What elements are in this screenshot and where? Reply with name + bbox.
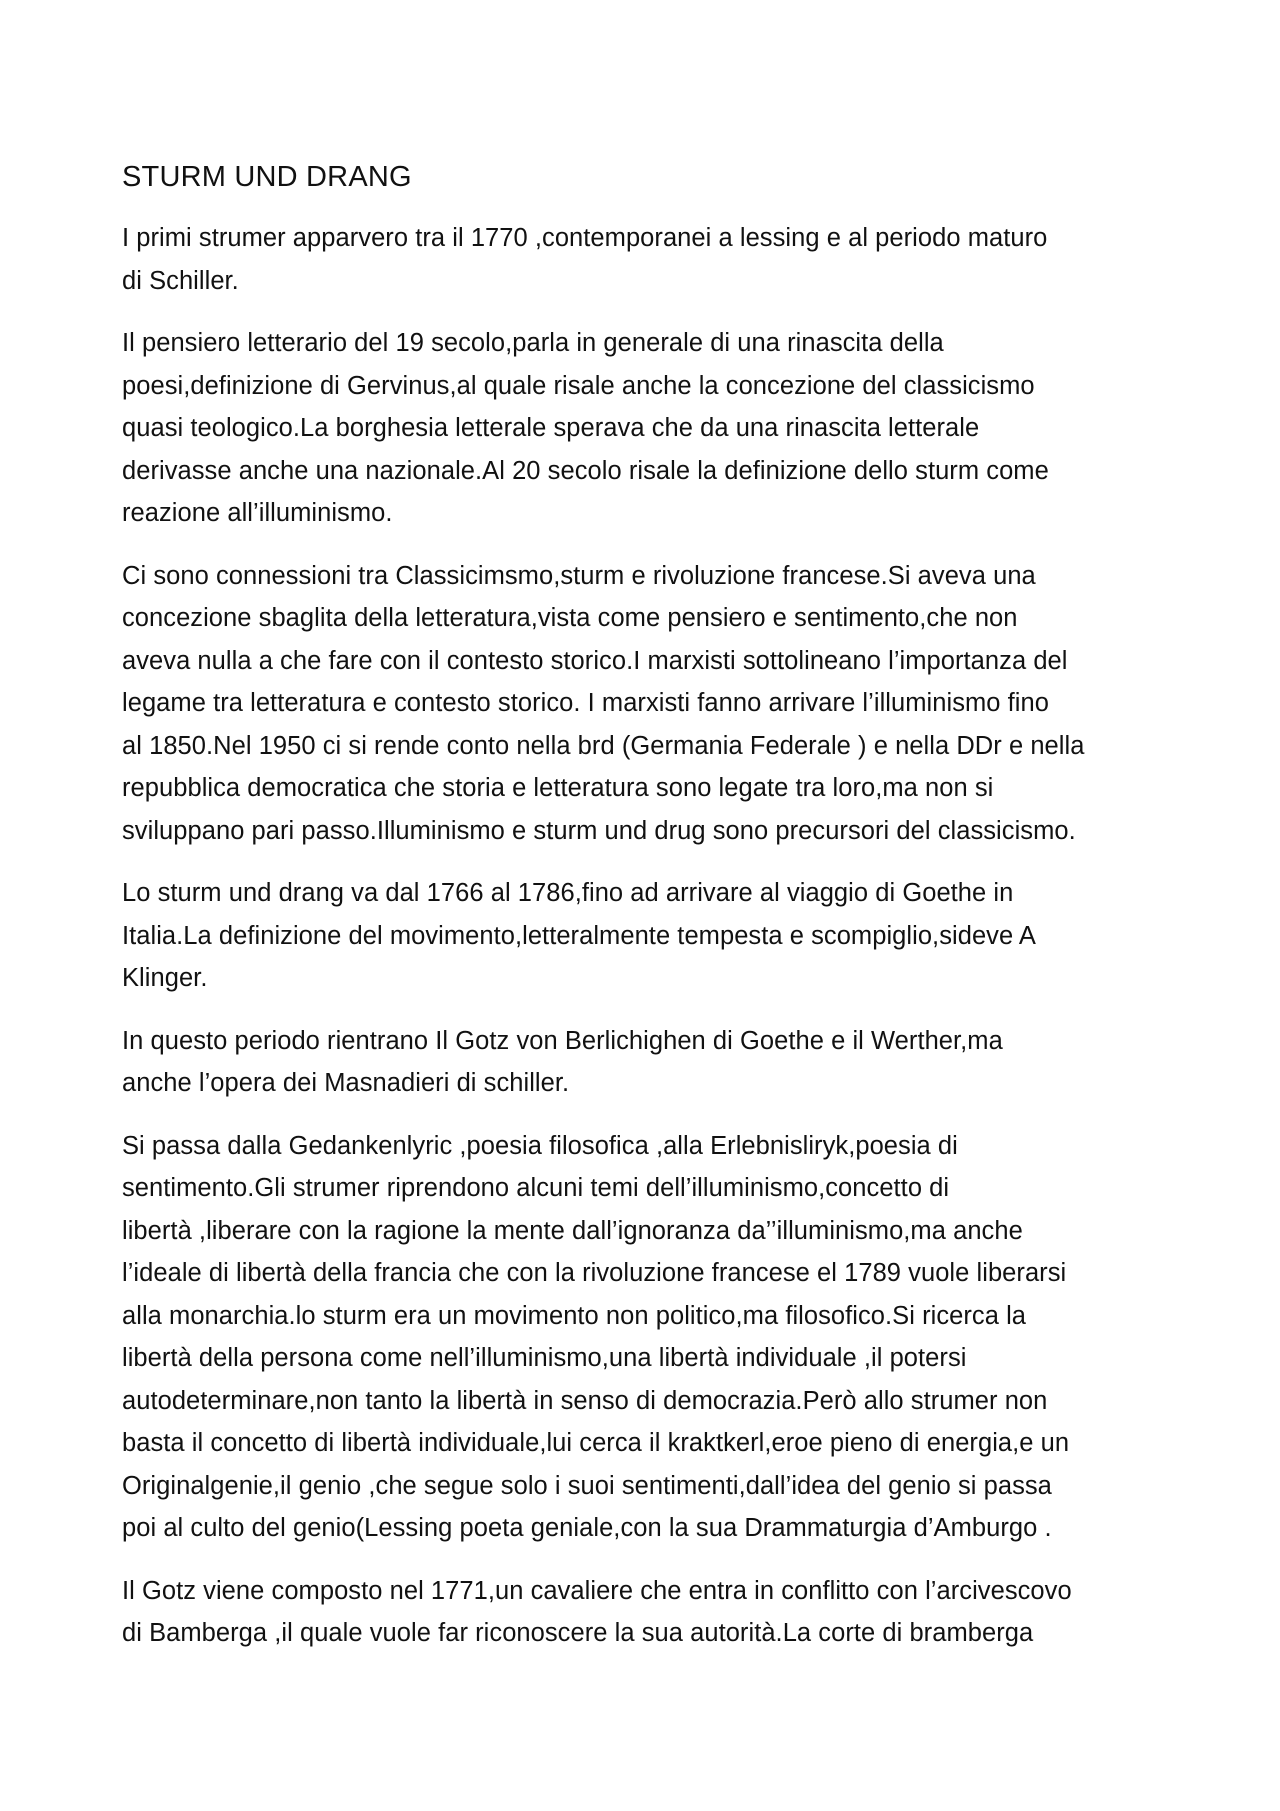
paragraph-line: Si passa dalla Gedankenlyric ,poesia filosofica ,alla Erlebnisliryk,poesia di: [122, 1131, 958, 1160]
paragraph: [122, 1125, 1174, 1550]
paragraph-line: poesi,definizione di Gervinus,al quale risale anche la concezione del classicismo: [122, 371, 1035, 400]
paragraph-line: Il Gotz viene composto nel 1771,un cavaliere che entra in conflitto con l’arcivescovo: [122, 1576, 1072, 1605]
paragraph-line: autodeterminare,non tanto la libertà in senso di democrazia.Però allo strumer non: [122, 1386, 1048, 1415]
document-body: [122, 157, 1174, 1675]
paragraph-line: aveva nulla a che fare con il contesto storico.I marxisti sottolineano l’importanza del: [122, 646, 1068, 675]
paragraph-line: Originalgenie,il genio ,che segue solo i suoi sentimenti,dall’idea del genio si passa: [122, 1471, 1052, 1500]
paragraph-line: Italia.La definizione del movimento,letteralmente tempesta e scompiglio,sideve A: [122, 921, 1036, 950]
paragraph-line: libertà ,liberare con la ragione la mente dall’ignoranza da’’illuminismo,ma anche: [122, 1216, 1023, 1245]
paragraph: [122, 322, 1174, 535]
paragraph-line: reazione all’illuminismo.: [122, 499, 393, 527]
paragraph-line: poi al culto del genio(Lessing poeta geniale,con la sua Drammaturgia d’Amburgo .: [122, 1514, 1052, 1542]
paragraph-line: l’ideale di libertà della francia che con la rivoluzione francese el 1789 vuole liberarsi: [122, 1259, 1067, 1287]
paragraph-line: Ci sono connessioni tra Classicimsmo,sturm e rivoluzione francese.Si aveva una: [122, 561, 1036, 590]
paragraph-line: sviluppano pari passo.Illuminismo e sturm und drug sono precursori del classicismo.: [122, 816, 1076, 845]
paragraph: [122, 217, 1174, 302]
paragraph-line: In questo periodo rientrano Il Gotz von Berlichighen di Goethe e il Werther,ma: [122, 1026, 1003, 1055]
paragraph-line: di Schiller.: [122, 266, 239, 295]
paragraph-line: Lo sturm und drang va dal 1766 al 1786,fino ad arrivare al viaggio di Goethe in: [122, 879, 1014, 907]
paragraph-line: libertà della persona come nell’illuminismo,una libertà individuale ,il potersi: [122, 1344, 967, 1372]
document-title: STURM UND DRANG: [122, 161, 412, 193]
paragraph: [122, 1020, 1174, 1105]
paragraph: [122, 555, 1174, 853]
paragraph-list: [122, 217, 1174, 1655]
paragraph-line: al 1850.Nel 1950 ci si rende conto nella brd (Germania Federale ) e nella DDr e nella: [122, 731, 1085, 760]
paragraph-line: legame tra letteratura e contesto storico. I marxisti fanno arrivare l’illuminismo fino: [122, 689, 1049, 717]
paragraph-line: Klinger.: [122, 964, 208, 992]
paragraph-line: basta il concetto di libertà individuale,lui cerca il kraktkerl,eroe pieno di energia,e un: [122, 1429, 1070, 1457]
paragraph: [122, 872, 1174, 1000]
paragraph-line: I primi strumer apparvero tra il 1770 ,contemporanei a lessing e al periodo maturo: [122, 224, 1048, 252]
paragraph-line: derivasse anche una nazionale.Al 20 secolo risale la definizione dello sturm come: [122, 456, 1049, 485]
paragraph-line: concezione sbaglita della letteratura,vista come pensiero e sentimento,che non: [122, 604, 1018, 632]
paragraph-line: quasi teologico.La borghesia letterale sperava che da una rinascita letterale: [122, 414, 980, 442]
paragraph-line: sentimento.Gli strumer riprendono alcuni temi dell’illuminismo,concetto di: [122, 1174, 950, 1202]
paragraph: [122, 1570, 1174, 1655]
paragraph-line: repubblica democratica che storia e letteratura sono legate tra loro,ma non si: [122, 774, 994, 802]
paragraph-line: Il pensiero letterario del 19 secolo,parla in generale di una rinascita della: [122, 329, 944, 357]
paragraph-line: di Bamberga ,il quale vuole far riconoscere la sua autorità.La corte di bramberga: [122, 1619, 1034, 1647]
paragraph-line: anche l’opera dei Masnadieri di schiller.: [122, 1069, 570, 1097]
paragraph-line: alla monarchia.lo sturm era un movimento non politico,ma filosofico.Si ricerca la: [122, 1301, 1027, 1330]
